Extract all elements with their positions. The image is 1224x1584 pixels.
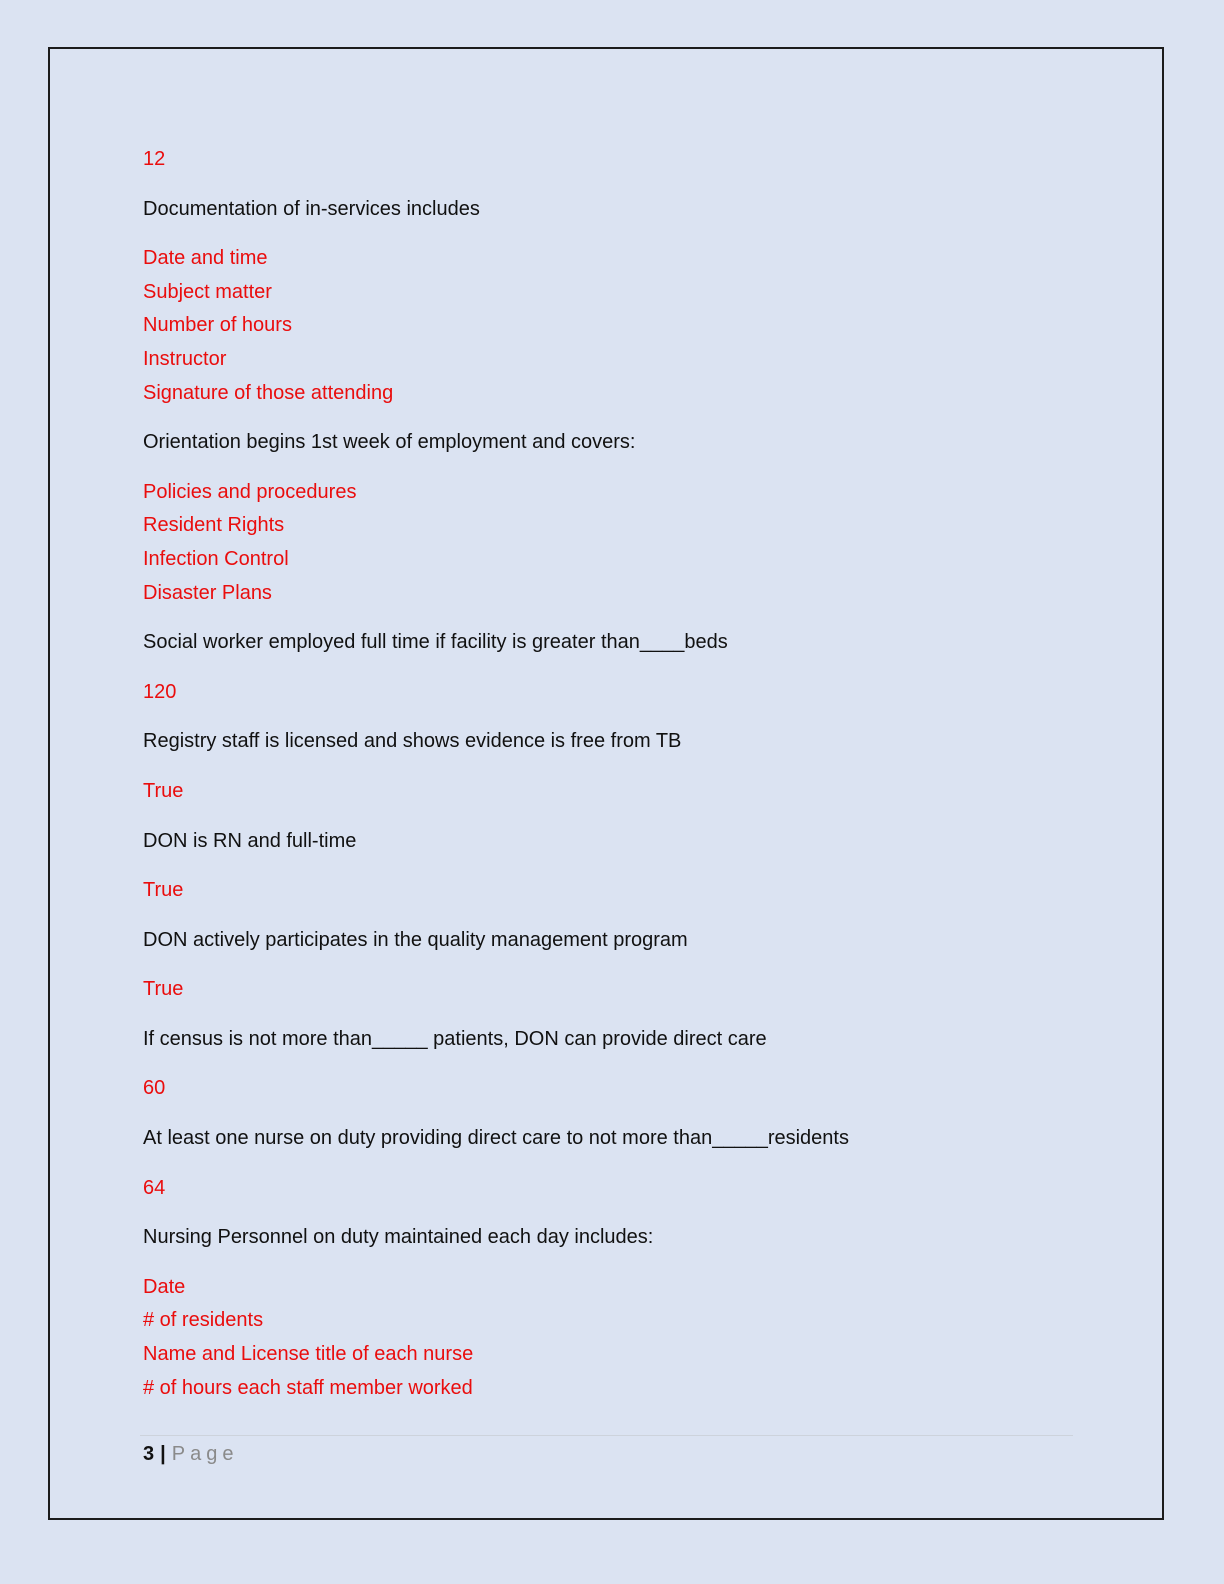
answer-block [143, 1072, 1073, 1106]
answer-block [143, 1172, 1073, 1206]
answer-line: Number of hours [143, 314, 292, 337]
answer-line: Name and License title of each nurse [143, 1343, 474, 1366]
question-text [143, 924, 1073, 958]
answer-line: Date and time [143, 247, 268, 270]
question-line: Documentation of in-services includes [143, 197, 480, 220]
answer-block [143, 242, 1073, 410]
question-line: Registry staff is licensed and shows evidence is free from TB [143, 730, 682, 753]
question-text [143, 193, 1073, 227]
answer-block [143, 143, 1073, 177]
question-line: Orientation begins 1st week of employment and covers: [143, 431, 636, 454]
answer-line: 12 [143, 148, 166, 170]
document-body [143, 143, 1073, 1421]
answer-line: True [143, 978, 184, 1001]
answer-line: Policies and procedures [143, 480, 357, 503]
answer-line: 120 [143, 680, 177, 703]
answer-block [143, 476, 1073, 610]
answer-block [143, 874, 1073, 908]
page-footer [143, 1438, 238, 1470]
question-text [143, 825, 1073, 859]
question-line: If census is not more than_____ patients, DON can provide direct care [143, 1027, 767, 1050]
answer-line: 60 [143, 1077, 166, 1100]
answer-line: Instructor [143, 347, 227, 370]
page-number: 3 [143, 1443, 155, 1465]
answer-line: Disaster Plans [143, 581, 272, 604]
answer-line: # of hours each staff member worked [143, 1376, 473, 1399]
question-text [143, 1023, 1073, 1057]
answer-block [143, 775, 1073, 809]
question-text [143, 1122, 1073, 1156]
answer-line: Date [143, 1275, 186, 1298]
question-line: DON is RN and full-time [143, 829, 357, 852]
question-text [143, 426, 1073, 460]
answer-line: Infection Control [143, 547, 289, 570]
answer-line: # of residents [143, 1309, 264, 1332]
answer-line: Signature of those attending [143, 381, 394, 404]
question-line: At least one nurse on duty providing direct care to not more than_____residents [143, 1127, 849, 1150]
footer-separator: | [160, 1443, 166, 1465]
answer-line: True [143, 879, 184, 902]
answer-line: 64 [143, 1176, 166, 1199]
footer-divider [140, 1435, 1073, 1436]
page-label: Page [171, 1443, 239, 1465]
answer-block [143, 1271, 1073, 1405]
question-text [143, 725, 1073, 759]
question-line: DON actively participates in the quality management program [143, 928, 688, 951]
answer-line: Resident Rights [143, 514, 285, 537]
question-line: Nursing Personnel on duty maintained each day includes: [143, 1226, 654, 1249]
question-text [143, 1221, 1073, 1255]
answer-line: True [143, 779, 184, 802]
answer-line: Subject matter [143, 280, 272, 303]
question-text [143, 626, 1073, 660]
answer-block [143, 973, 1073, 1007]
question-line: Social worker employed full time if facility is greater than____beds [143, 631, 728, 654]
answer-block [143, 676, 1073, 710]
